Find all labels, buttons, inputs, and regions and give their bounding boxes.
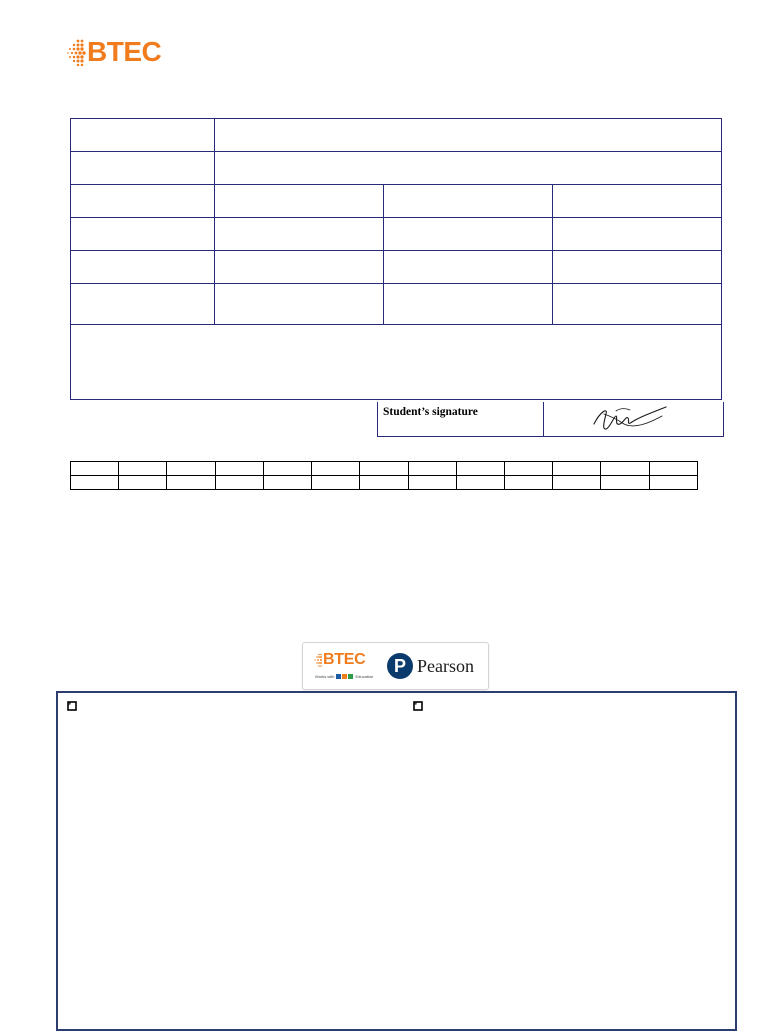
field-value-cell[interactable]	[553, 284, 722, 325]
front-sheet-row	[71, 152, 722, 185]
btec-logo-text: BTEC	[87, 36, 162, 67]
criterion-result-cell[interactable]	[456, 476, 504, 490]
handwritten-signature-icon	[544, 402, 723, 436]
field-value-cell[interactable]	[215, 152, 722, 185]
field-label-cell	[384, 185, 553, 218]
criterion-result-cell[interactable]	[553, 476, 601, 490]
criterion-result-cell[interactable]	[360, 476, 408, 490]
field-value-cell[interactable]	[215, 284, 384, 325]
criterion-header-cell	[456, 462, 504, 476]
field-value-cell[interactable]	[215, 251, 384, 284]
front-sheet-row	[71, 284, 722, 325]
field-value-cell[interactable]	[553, 251, 722, 284]
field-label-cell	[384, 284, 553, 325]
assessment-feedback-panel	[56, 691, 737, 1031]
square-checkbox-icon[interactable]	[413, 701, 424, 712]
front-sheet-row	[71, 251, 722, 284]
criterion-result-cell[interactable]	[649, 476, 697, 490]
criterion-header-cell	[649, 462, 697, 476]
criterion-header-cell	[504, 462, 552, 476]
field-label-cell	[71, 185, 215, 218]
field-label-cell	[71, 284, 215, 325]
grading-grid-row	[71, 462, 698, 476]
btec-logo	[66, 34, 161, 70]
grading-criteria-grid	[70, 461, 698, 490]
front-sheet-row	[71, 218, 722, 251]
pearson-logo-text: Pearson	[417, 655, 474, 676]
criterion-result-cell[interactable]	[504, 476, 552, 490]
criterion-header-cell	[167, 462, 215, 476]
fpt-logo-icon	[336, 674, 353, 679]
field-value-cell[interactable]	[553, 185, 722, 218]
field-label-cell	[71, 152, 215, 185]
criterion-result-cell[interactable]	[71, 476, 119, 490]
criterion-result-cell[interactable]	[215, 476, 263, 490]
student-signature-label: Student’s signature	[378, 402, 544, 436]
field-value-cell[interactable]	[215, 218, 384, 251]
declaration-cell	[71, 325, 722, 400]
criterion-header-cell	[553, 462, 601, 476]
criterion-header-cell	[263, 462, 311, 476]
tagline-right: Education	[355, 674, 374, 679]
criterion-result-cell[interactable]	[263, 476, 311, 490]
field-label-cell	[71, 218, 215, 251]
field-label-cell	[384, 251, 553, 284]
front-sheet-row	[71, 119, 722, 152]
assignment-front-sheet-table	[70, 118, 722, 400]
declaration-row	[71, 325, 722, 400]
pearson-logo	[387, 653, 474, 679]
btec-small-logo	[313, 651, 365, 669]
tagline-left: Works with	[315, 674, 335, 679]
criterion-header-cell	[360, 462, 408, 476]
criterion-header-cell	[215, 462, 263, 476]
square-checkbox-icon[interactable]	[67, 701, 78, 712]
fpt-tagline	[315, 674, 373, 679]
field-label-cell	[71, 119, 215, 152]
criterion-result-cell[interactable]	[119, 476, 167, 490]
pearson-mark-icon: P	[387, 653, 413, 679]
field-value-cell[interactable]	[215, 185, 384, 218]
criterion-result-cell[interactable]	[601, 476, 649, 490]
criterion-result-cell[interactable]	[408, 476, 456, 490]
field-value-cell[interactable]	[215, 119, 722, 152]
btec-dot-mark-icon	[313, 652, 323, 668]
criterion-result-cell[interactable]	[167, 476, 215, 490]
field-value-cell[interactable]	[553, 218, 722, 251]
student-signature-row	[377, 402, 724, 437]
criterion-header-cell	[408, 462, 456, 476]
btec-small-logo-text: BTEC	[323, 651, 366, 668]
front-sheet-row	[71, 185, 722, 218]
criterion-header-cell	[119, 462, 167, 476]
student-signature-field[interactable]	[544, 402, 723, 436]
criterion-header-cell	[312, 462, 360, 476]
criterion-result-cell[interactable]	[312, 476, 360, 490]
field-label-cell	[384, 218, 553, 251]
partner-logos	[302, 642, 489, 690]
criterion-header-cell	[601, 462, 649, 476]
criterion-header-cell	[71, 462, 119, 476]
field-label-cell	[71, 251, 215, 284]
grading-grid-row	[71, 476, 698, 490]
btec-dot-mark-icon	[66, 38, 86, 66]
